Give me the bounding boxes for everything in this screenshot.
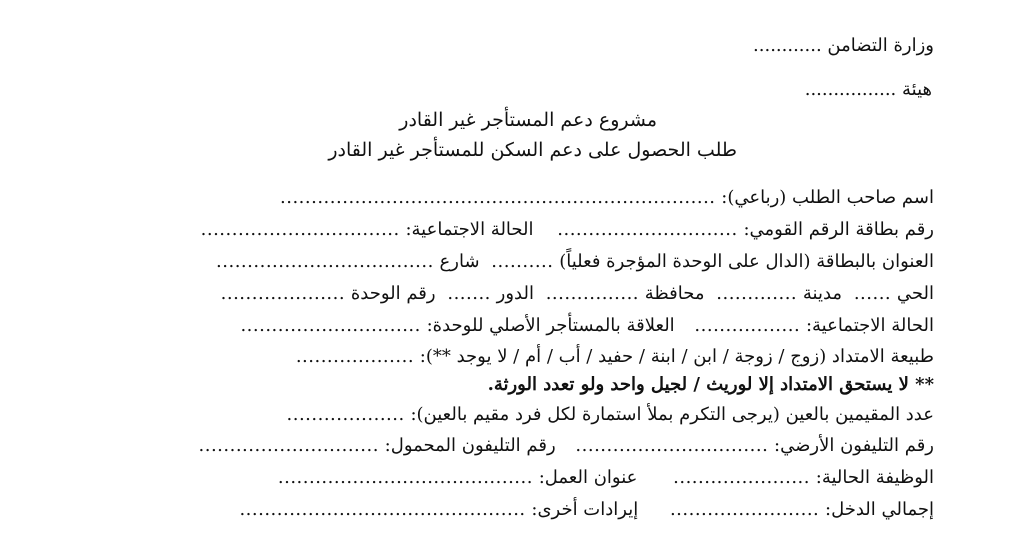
job-field[interactable]: ...................... xyxy=(673,467,811,488)
city-label: مدينة xyxy=(802,283,843,304)
extension-field[interactable]: ................... xyxy=(295,346,415,367)
address-row xyxy=(216,250,934,274)
applicant-name-field[interactable]: ...................................................................... xyxy=(280,187,716,208)
street-label: شارع xyxy=(439,251,480,272)
other-income-field[interactable]: .............................................. xyxy=(239,499,526,520)
district-label: الحي xyxy=(896,283,934,304)
city-field[interactable]: ............. xyxy=(716,283,798,304)
national-id-row xyxy=(201,218,934,242)
extension-label: طبيعة الامتداد (زوج / زوجة / ابن / ابنة / حفيد / أب / أم / لا يوجد **): xyxy=(419,346,934,367)
income-row xyxy=(239,498,934,522)
floor-label: الدور xyxy=(496,283,534,304)
national-id-label: رقم بطاقة الرقم القومي: xyxy=(743,219,934,240)
work-address-label: عنوان العمل: xyxy=(538,467,638,488)
job-row xyxy=(278,466,934,490)
relation-label: العلاقة بالمستأجر الأصلي للوحدة: xyxy=(426,315,675,336)
governorate-field[interactable]: ............... xyxy=(545,283,640,304)
location-row xyxy=(221,282,934,306)
ministry-line: وزارة التضامن ............ xyxy=(753,35,934,56)
address-field[interactable]: .......... xyxy=(491,251,554,272)
marital-status-2-label: الحالة الاجتماعية: xyxy=(805,315,934,336)
income-label: إجمالي الدخل: xyxy=(825,499,934,520)
job-label: الوظيفة الحالية: xyxy=(815,467,934,488)
income-field[interactable]: ........................ xyxy=(669,499,820,520)
extension-note: ** لا يستحق الامتداد إلا لوريث / لجيل واحد ولو تعدد الورثة. xyxy=(487,374,934,395)
unit-number-field[interactable]: .................... xyxy=(220,283,346,304)
applicant-name-row xyxy=(280,186,934,210)
request-title: طلب الحصول على دعم السكن للمستأجر غير القادر xyxy=(328,139,737,161)
district-field[interactable]: ...... xyxy=(853,283,892,304)
floor-field[interactable]: ....... xyxy=(447,283,491,304)
applicant-name-label: اسم صاحب الطلب (رباعي): xyxy=(721,187,934,208)
street-field[interactable]: ................................... xyxy=(216,251,434,272)
mobile-field[interactable]: ............................. xyxy=(198,435,379,456)
unit-number-label: رقم الوحدة xyxy=(350,283,436,304)
address-label: العنوان بالبطاقة (الدال على الوحدة المؤجرة فعلياً) xyxy=(559,251,934,272)
marital-status-label: الحالة الاجتماعية: xyxy=(405,219,534,240)
residents-field[interactable]: ................... xyxy=(286,404,405,425)
governorate-label: محافظة xyxy=(644,283,705,304)
residents-label: عدد المقيمين بالعين (يرجى التكرم بملأ استمارة لكل فرد مقيم بالعين): xyxy=(410,404,934,425)
work-address-field[interactable]: ......................................... xyxy=(277,467,533,488)
national-id-field[interactable]: ............................. xyxy=(557,219,738,240)
authority-line: هيئة ................ xyxy=(804,79,932,100)
landline-field[interactable]: ............................... xyxy=(575,435,769,456)
marital-status-2-field[interactable]: ................. xyxy=(694,315,801,336)
project-title: مشروع دعم المستأجر غير القادر xyxy=(399,109,657,131)
marital-status-field[interactable]: ................................ xyxy=(200,219,400,240)
phone-row xyxy=(199,434,935,458)
residents-row xyxy=(287,403,935,427)
landline-label: رقم التليفون الأرضي: xyxy=(774,435,934,456)
other-income-label: إيرادات أخرى: xyxy=(531,499,639,520)
relation-field[interactable]: ............................. xyxy=(240,315,421,336)
extension-row xyxy=(296,345,934,369)
mobile-label: رقم التليفون المحمول: xyxy=(384,435,556,456)
relation-row xyxy=(240,314,934,338)
